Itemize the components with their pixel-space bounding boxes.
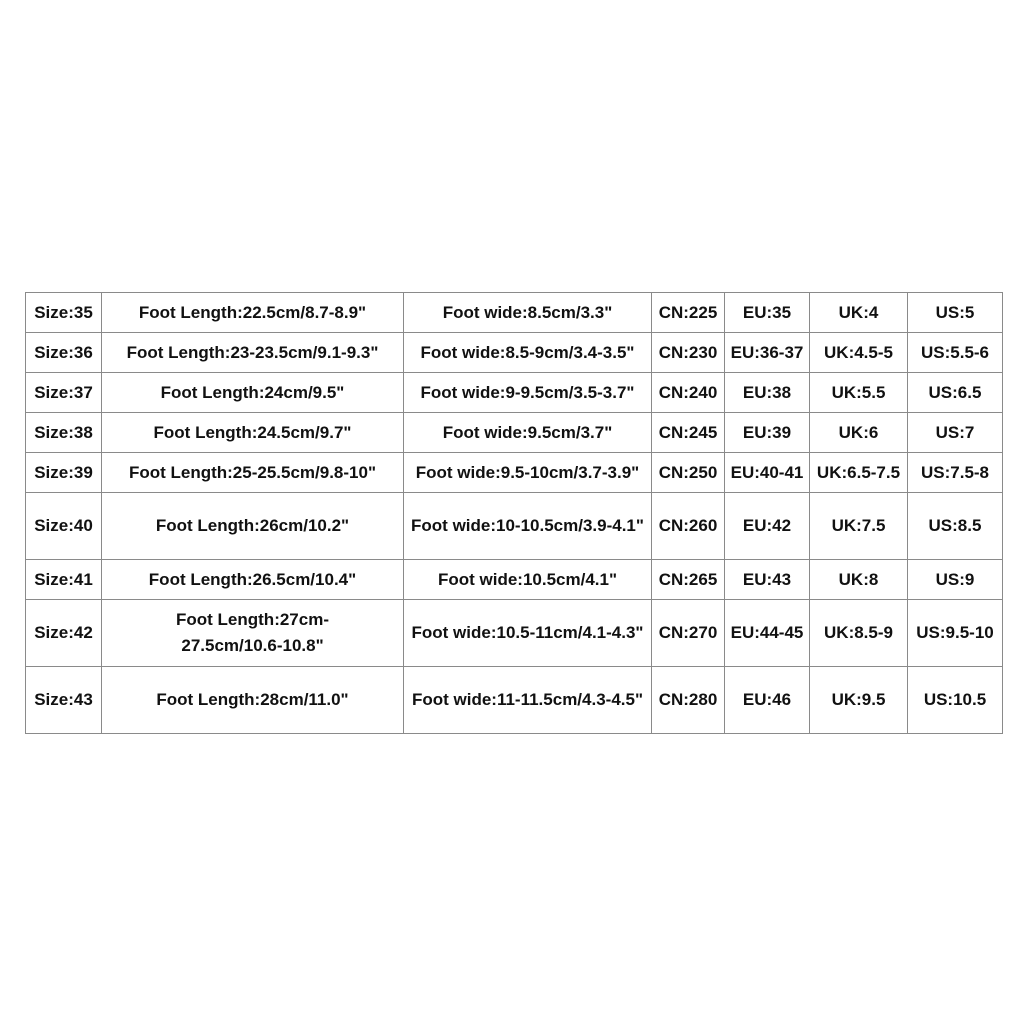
eu-size-cell: EU:40-41 [725, 453, 810, 493]
eu-size-cell: EU:46 [725, 667, 810, 734]
eu-size-cell: EU:39 [725, 413, 810, 453]
uk-size-cell: UK:4.5-5 [810, 333, 908, 373]
cn-size-cell: CN:225 [652, 293, 725, 333]
us-size-cell: US:9 [908, 560, 1003, 600]
foot-length-cell: Foot Length:23-23.5cm/9.1-9.3" [102, 333, 404, 373]
size-cell: Size:36 [26, 333, 102, 373]
us-size-cell: US:9.5-10 [908, 600, 1003, 667]
uk-size-cell: UK:4 [810, 293, 908, 333]
eu-size-cell: EU:35 [725, 293, 810, 333]
size-cell: Size:42 [26, 600, 102, 667]
us-size-cell: US:5.5-6 [908, 333, 1003, 373]
foot-length-cell: Foot Length:26cm/10.2" [102, 493, 404, 560]
uk-size-cell: UK:6 [810, 413, 908, 453]
us-size-cell: US:5 [908, 293, 1003, 333]
table-row [26, 333, 1003, 373]
size-cell: Size:43 [26, 667, 102, 734]
foot-wide-cell: Foot wide:8.5-9cm/3.4-3.5" [404, 333, 652, 373]
foot-wide-cell: Foot wide:9-9.5cm/3.5-3.7" [404, 373, 652, 413]
foot-length-cell: Foot Length:28cm/11.0" [102, 667, 404, 734]
foot-length-cell: Foot Length:24cm/9.5" [102, 373, 404, 413]
foot-wide-cell: Foot wide:9.5-10cm/3.7-3.9" [404, 453, 652, 493]
uk-size-cell: UK:8 [810, 560, 908, 600]
table-row [26, 413, 1003, 453]
us-size-cell: US:10.5 [908, 667, 1003, 734]
foot-wide-cell: Foot wide:10.5cm/4.1" [404, 560, 652, 600]
foot-wide-cell: Foot wide:8.5cm/3.3" [404, 293, 652, 333]
eu-size-cell: EU:38 [725, 373, 810, 413]
foot-wide-cell: Foot wide:10.5-11cm/4.1-4.3" [404, 600, 652, 667]
foot-wide-cell: Foot wide:10-10.5cm/3.9-4.1" [404, 493, 652, 560]
us-size-cell: US:8.5 [908, 493, 1003, 560]
table-row [26, 293, 1003, 333]
table-row [26, 560, 1003, 600]
us-size-cell: US:7 [908, 413, 1003, 453]
uk-size-cell: UK:8.5-9 [810, 600, 908, 667]
uk-size-cell: UK:5.5 [810, 373, 908, 413]
foot-wide-cell: Foot wide:9.5cm/3.7" [404, 413, 652, 453]
table-row [26, 600, 1003, 667]
uk-size-cell: UK:7.5 [810, 493, 908, 560]
table-row [26, 667, 1003, 734]
cn-size-cell: CN:250 [652, 453, 725, 493]
table-row [26, 453, 1003, 493]
size-cell: Size:38 [26, 413, 102, 453]
cn-size-cell: CN:260 [652, 493, 725, 560]
cn-size-cell: CN:265 [652, 560, 725, 600]
cn-size-cell: CN:245 [652, 413, 725, 453]
table-row [26, 373, 1003, 413]
foot-length-cell: Foot Length:26.5cm/10.4" [102, 560, 404, 600]
uk-size-cell: UK:9.5 [810, 667, 908, 734]
foot-length-cell: Foot Length:24.5cm/9.7" [102, 413, 404, 453]
cn-size-cell: CN:270 [652, 600, 725, 667]
foot-wide-cell: Foot wide:11-11.5cm/4.3-4.5" [404, 667, 652, 734]
size-cell: Size:37 [26, 373, 102, 413]
size-chart-table [25, 292, 1003, 734]
foot-length-cell: Foot Length:25-25.5cm/9.8-10" [102, 453, 404, 493]
eu-size-cell: EU:36-37 [725, 333, 810, 373]
eu-size-cell: EU:43 [725, 560, 810, 600]
size-cell: Size:40 [26, 493, 102, 560]
foot-length-cell: Foot Length:27cm-27.5cm/10.6-10.8" [102, 600, 404, 667]
eu-size-cell: EU:42 [725, 493, 810, 560]
uk-size-cell: UK:6.5-7.5 [810, 453, 908, 493]
size-cell: Size:39 [26, 453, 102, 493]
us-size-cell: US:6.5 [908, 373, 1003, 413]
us-size-cell: US:7.5-8 [908, 453, 1003, 493]
size-cell: Size:41 [26, 560, 102, 600]
cn-size-cell: CN:240 [652, 373, 725, 413]
eu-size-cell: EU:44-45 [725, 600, 810, 667]
table-row [26, 493, 1003, 560]
cn-size-cell: CN:230 [652, 333, 725, 373]
foot-length-cell: Foot Length:22.5cm/8.7-8.9" [102, 293, 404, 333]
size-cell: Size:35 [26, 293, 102, 333]
cn-size-cell: CN:280 [652, 667, 725, 734]
